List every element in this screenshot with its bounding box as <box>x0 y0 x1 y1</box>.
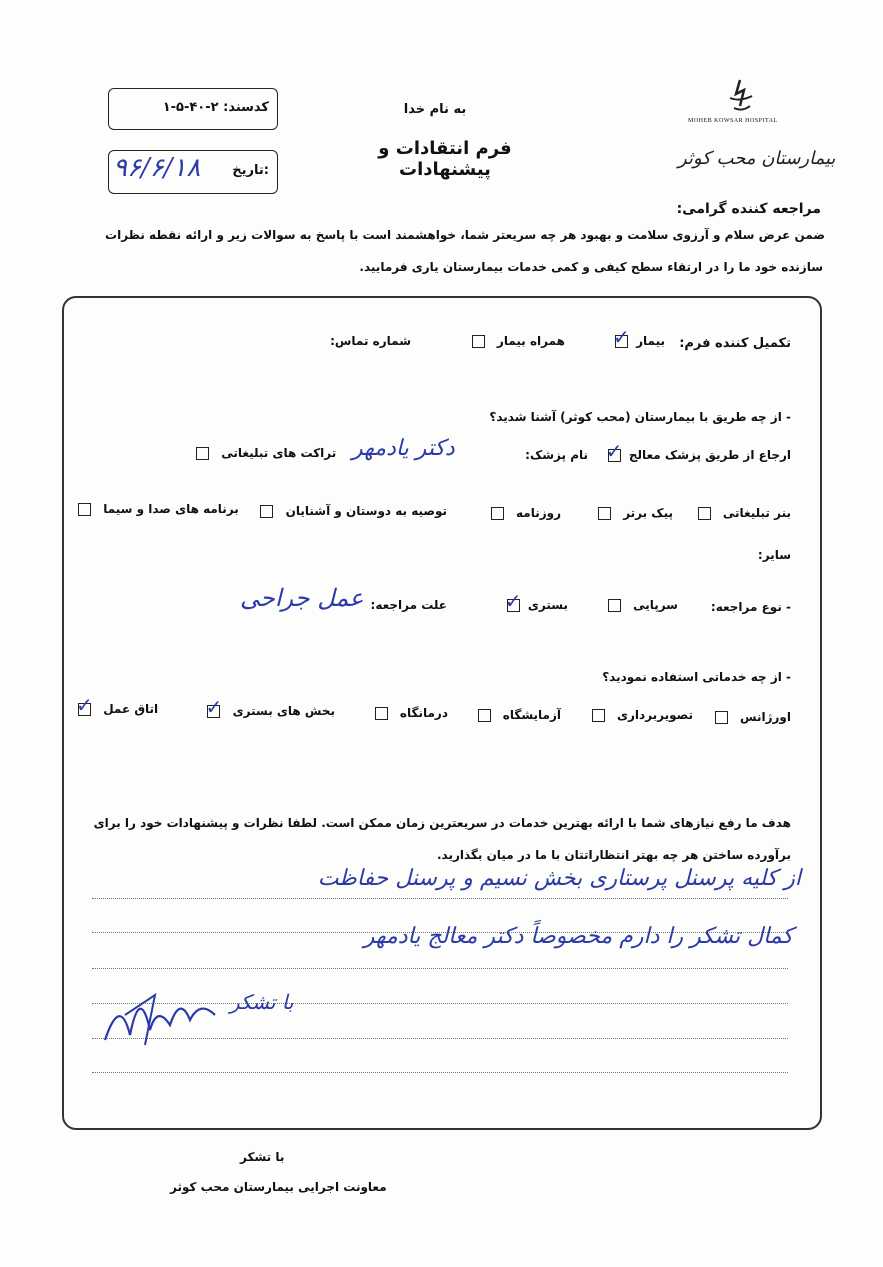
how-heard-question: - از چه طریق با بیمارستان (محب کوثر) آشنا شدید؟ <box>489 410 791 424</box>
intro-line-1: ضمن عرض سلام و آرزوی سلامت و بهبود هر چه سریعتر شما، خواهشمند است با پاسخ به سوالات زیر و ارائه نقطه نظرات <box>105 228 825 242</box>
checkbox-friends[interactable] <box>260 505 273 518</box>
feedback-prompt-2: برآورده ساختن هر چه بهتر انتظاراتتان با ما در میان بگذارید. <box>436 848 791 862</box>
handwritten-comment-line-2: کمال تشکر را دارم مخصوصاً دکتر معالج یادمهر <box>363 924 793 949</box>
handwritten-signature <box>95 975 235 1055</box>
checkbox-banner[interactable] <box>698 507 711 520</box>
writing-line <box>92 1072 788 1073</box>
date-value: ۹۶/۶/۱۸ <box>113 153 201 183</box>
date-label: تاریخ: <box>232 163 269 178</box>
checkbox-inpatient[interactable]: ✓ <box>504 589 522 613</box>
option-peyk-bartar[interactable]: پیک برتر <box>598 506 673 520</box>
footer-office: معاونت اجرایی بیمارستان محب کوثر <box>170 1180 387 1194</box>
checkbox-outpatient[interactable] <box>608 599 621 612</box>
checkbox-brochure[interactable] <box>196 447 209 460</box>
option-newspaper[interactable]: روزنامه <box>491 506 561 520</box>
option-tv-radio[interactable]: برنامه های صدا و سیما <box>78 502 239 516</box>
date-box <box>108 150 278 194</box>
checkbox-emergency[interactable] <box>715 711 728 724</box>
hospital-logo <box>688 72 810 132</box>
handwritten-comment-line-1: از کلیه پرسنل پرستاری بخش نسیم و پرسنل حفاظت <box>317 866 801 891</box>
checkbox-peyk-bartar[interactable] <box>598 507 611 520</box>
filled-by-label: تکمیل کننده فرم: <box>679 336 791 351</box>
checkbox-companion[interactable] <box>472 335 485 348</box>
option-brochure[interactable]: تراکت های تبلیغاتی <box>196 446 336 460</box>
checkbox-imaging[interactable] <box>592 709 605 722</box>
option-banner[interactable]: بنر تبلیغاتی <box>698 506 791 520</box>
option-companion[interactable]: همراه بیمار <box>472 334 565 348</box>
option-patient[interactable]: بیمار ✓ <box>612 325 665 349</box>
option-outpatient[interactable]: سرپایی <box>608 598 678 612</box>
option-emergency[interactable]: اورژانس <box>715 710 791 724</box>
writing-line <box>92 968 788 969</box>
checkbox-referral[interactable]: ✓ <box>605 439 623 463</box>
logo-caption: MOHEB KOWSAR HOSPITAL <box>688 118 778 124</box>
option-inpatient[interactable]: بستری ✓ <box>504 589 568 613</box>
form-title: فرم انتقادات و پیشنهادات <box>378 138 512 180</box>
handwritten-comment-line-3: با تشکر <box>230 990 294 1014</box>
visit-reason-label: علت مراجعه: <box>370 598 447 612</box>
feedback-prompt-1: هدف ما رفع نیازهای شما با ارائه بهترین خدمات در سریعترین زمان ممکن است. لطفا نظرات و پیشنهادات خود را برای <box>93 816 791 830</box>
checkbox-clinic[interactable] <box>375 707 388 720</box>
doctor-name-label: نام پزشک: <box>525 448 588 462</box>
checkbox-inpatient-wards[interactable]: ✓ <box>205 695 223 719</box>
checkbox-laboratory[interactable] <box>478 709 491 722</box>
option-clinic[interactable]: درمانگاه <box>375 706 448 720</box>
option-referral[interactable]: ارجاع از طریق پزشک معالج ✓ <box>605 439 791 463</box>
footer-thanks: با تشکر <box>240 1150 285 1164</box>
visit-reason-value: عمل جراحی <box>240 584 364 612</box>
option-imaging[interactable]: تصویربرداری <box>592 708 693 722</box>
basmala: به نام خدا <box>403 102 467 117</box>
checkbox-patient[interactable]: ✓ <box>612 325 630 349</box>
services-question: - از چه خدماتی استفاده نمودید؟ <box>602 670 791 684</box>
checkbox-newspaper[interactable] <box>491 507 504 520</box>
checkbox-operating-room[interactable]: ✓ <box>76 693 93 717</box>
other-label: سایر: <box>757 548 791 562</box>
checkbox-tv-radio[interactable] <box>78 503 91 516</box>
document-code-box <box>108 88 278 130</box>
writing-line <box>92 898 788 899</box>
hospital-signature-text: بیمارستان محب کوثر <box>678 148 836 169</box>
greeting: مراجعه کننده گرامی: <box>676 201 821 217</box>
contact-label: شماره تماس: <box>330 334 411 348</box>
document-code: کدسند: ۲-۴۰-۵-۱ <box>162 100 269 115</box>
visit-type-label: - نوع مراجعه: <box>710 600 791 614</box>
option-friends[interactable]: توصیه به دوستان و آشنایان <box>260 504 447 518</box>
intro-line-2: سازنده خود ما را در ارتقاء سطح کیفی و کمی خدمات بیمارستان یاری فرمایید. <box>359 260 823 274</box>
option-laboratory[interactable]: آزمایشگاه <box>478 708 561 722</box>
doctor-name-value: دکتر یادمهر <box>352 436 455 461</box>
option-operating-room[interactable]: اتاق عمل ✓ <box>76 693 159 717</box>
option-inpatient-wards[interactable]: بخش های بستری ✓ <box>205 695 335 719</box>
